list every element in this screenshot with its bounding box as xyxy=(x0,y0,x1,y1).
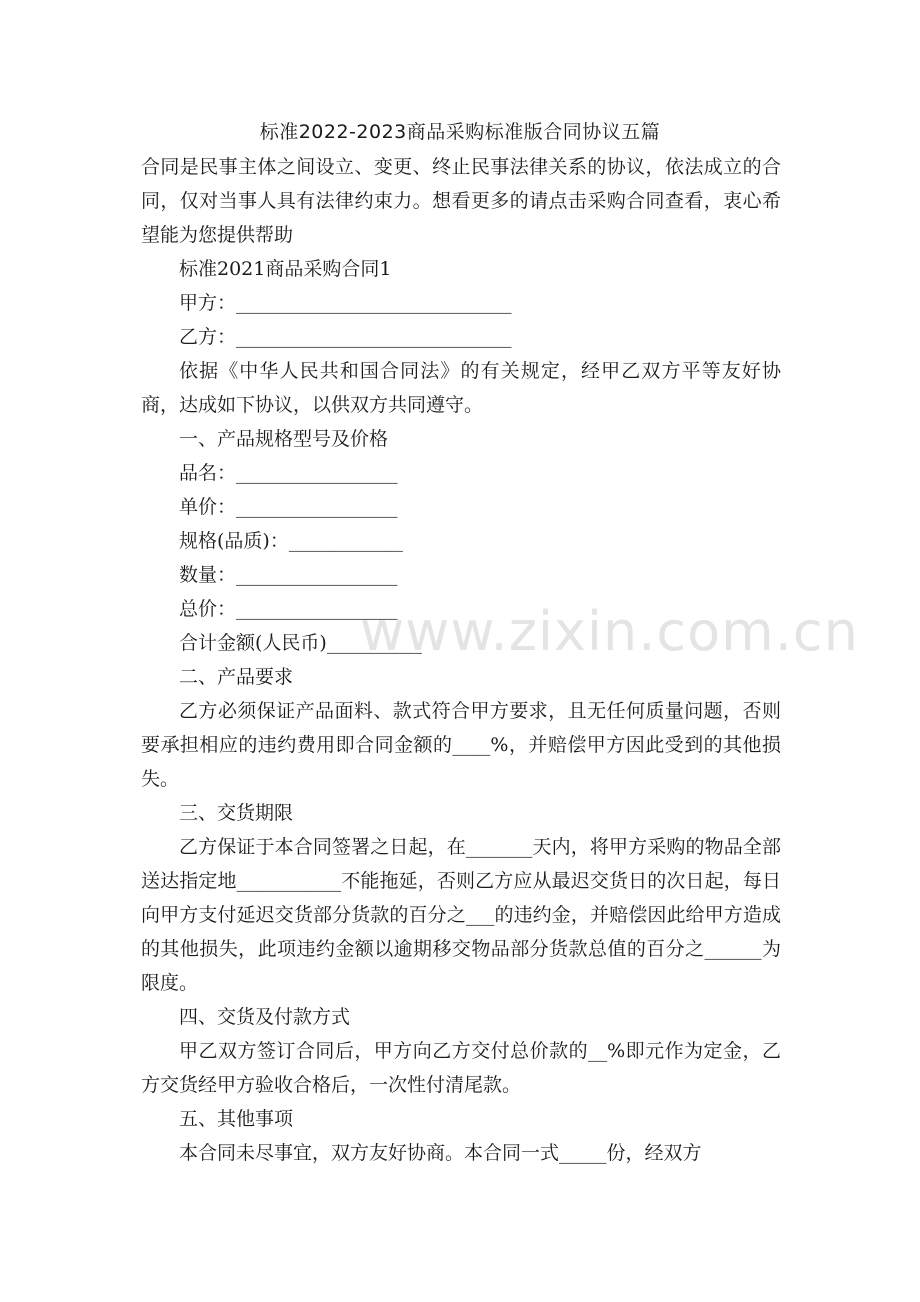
total-amount-line: 合计金额(人民币)__________ xyxy=(179,632,422,654)
document-title: 标准2022-2023商品采购标准版合同协议五篇 xyxy=(259,121,661,143)
product-name-line: 品名：_________________ xyxy=(179,462,398,484)
section-heading: 四、交货及付款方式 xyxy=(179,1006,351,1028)
unit-price-line: 单价：_________________ xyxy=(179,496,398,518)
section-paragraph: 甲乙双方签订合同后，甲方向乙方交付总价款的__%即元作为定金，乙方交货经甲方验收合格后，一次性付清尾款。 xyxy=(141,1040,781,1096)
watermark: www.zixin.com.cn xyxy=(360,600,859,663)
total-price-line: 总价：_________________ xyxy=(179,598,398,620)
section-heading: 三、交货期限 xyxy=(179,802,294,824)
preamble-paragraph: 依据《中华人民共和国合同法》的有关规定，经甲乙双方平等友好协商，达成如下协议，以供双方共同遵守。 xyxy=(141,360,781,416)
intro-paragraph: 合同是民事主体之间设立、变更、终止民事法律关系的协议，依法成立的合同，仅对当事人具有法律约束力。想看更多的请点击采购合同查看，衷心希望能为您提供帮助 xyxy=(141,156,781,246)
party-b-line: 乙方：_____________________________ xyxy=(179,326,512,348)
section-heading: 一、产品规格型号及价格 xyxy=(179,428,389,450)
quantity-line: 数量：_________________ xyxy=(179,564,398,586)
specification-line: 规格(品质)：____________ xyxy=(179,530,403,552)
section-paragraph: 本合同未尽事宜，双方友好协商。本合同一式_____份，经双方 xyxy=(179,1142,702,1164)
section-heading: 二、产品要求 xyxy=(179,666,294,688)
party-a-line: 甲方：_____________________________ xyxy=(179,292,512,314)
contract-subtitle: 标准2021商品采购合同1 xyxy=(179,258,392,280)
section-paragraph: 乙方必须保证产品面料、款式符合甲方要求，且无任何质量问题，否则要承担相应的违约费用即合同金额的____%，并赔偿甲方因此受到的其他损失。 xyxy=(141,700,781,790)
section-paragraph: 乙方保证于本合同签署之日起，在_______天内，将甲方采购的物品全部送达指定地___________不能拖延，否则乙方应从最迟交货日的次日起，每日向甲方支付延迟交货部分货款的百分之___的违约金，并赔偿因此给甲方造成的其他损失，此项违约金额以逾期移交物品部分货款总值的百分之______为限度。 xyxy=(141,836,781,994)
section-heading: 五、其他事项 xyxy=(179,1108,294,1130)
